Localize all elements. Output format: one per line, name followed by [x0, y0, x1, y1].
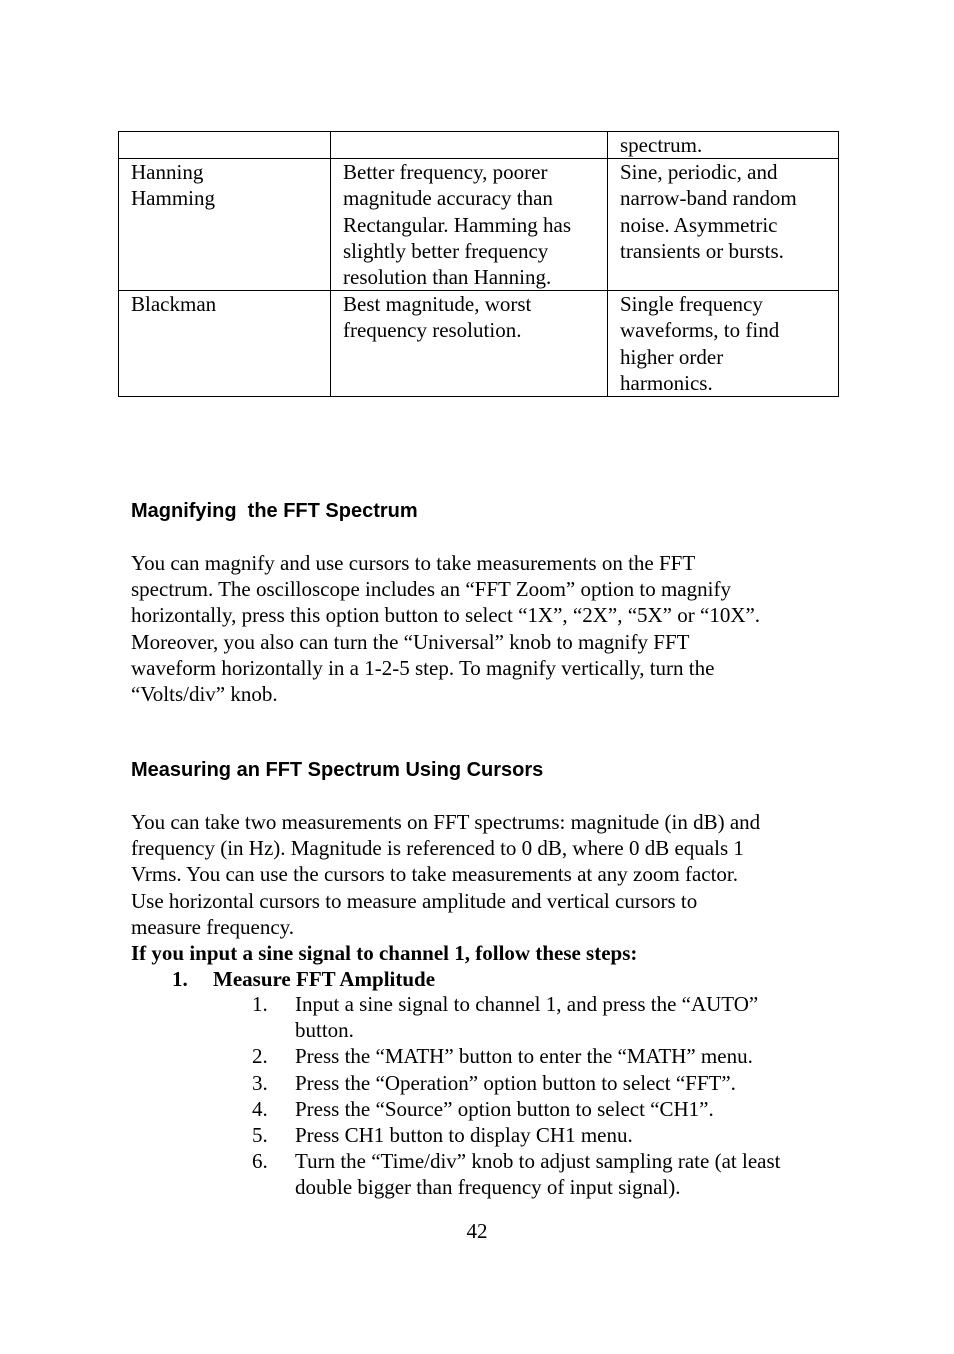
list-item: [252, 1070, 842, 1096]
characteristics-cell: [331, 159, 608, 291]
cell-line: Hanning: [131, 160, 204, 185]
characteristics-cell: [331, 291, 608, 397]
step-line: Turn the “Time/div” knob to adjust sampling rate (at least: [295, 1149, 781, 1174]
step-line: double bigger than frequency of input signal).: [295, 1175, 681, 1200]
window-name-cell: [119, 291, 331, 397]
cell-line: transients or bursts.: [620, 238, 784, 263]
amplitude-steps-list: [252, 991, 842, 1201]
numbered-item-title: [172, 966, 435, 992]
cell-line: Sine, periodic, and: [620, 160, 778, 185]
list-item: [252, 1043, 842, 1069]
cell-line: Best magnitude, worst: [343, 292, 532, 317]
best-for-cell: [608, 159, 839, 291]
paragraph-line: Vrms. You can use the cursors to take measurements at any zoom factor.: [131, 862, 739, 887]
paragraph-line: Moreover, you also can turn the “Universal” knob to magnify FFT: [131, 629, 690, 654]
magnify-section-heading: Magnifying the FFT Spectrum: [131, 500, 418, 522]
list-item: [252, 1122, 842, 1148]
cell-line: Rectangular. Hamming has: [343, 212, 572, 237]
cell-line: magnitude accuracy than: [343, 186, 553, 211]
paragraph-line: “Volts/div” knob.: [131, 682, 278, 707]
cell-line: spectrum.: [620, 133, 703, 157]
cell-line: Blackman: [131, 292, 217, 317]
step-number: 1.: [252, 992, 268, 1016]
step-line: Press CH1 button to display CH1 menu.: [295, 1123, 633, 1148]
step-line: Press the “MATH” button to enter the “MATH” menu.: [295, 1044, 753, 1069]
paragraph-line: spectrum. The oscilloscope includes an “FFT Zoom” option to magnify: [131, 577, 731, 602]
table-cell: [608, 132, 839, 159]
cell-line: resolution than Hanning.: [343, 265, 552, 290]
paragraph-line: You can take two measurements on FFT spectrums: magnitude (in dB) and: [131, 810, 761, 834]
paragraph-line: Use horizontal cursors to measure amplitude and vertical cursors to: [131, 888, 698, 913]
paragraph-line: waveform horizontally in a 1-2-5 step. To magnify vertically, turn the: [131, 655, 715, 680]
step-line: button.: [295, 1018, 354, 1043]
item-title: Measure FFT Amplitude: [213, 967, 436, 991]
paragraph-line: measure frequency.: [131, 914, 295, 939]
list-item: [252, 1148, 842, 1200]
paragraph-line: frequency (in Hz). Magnitude is referenced to 0 dB, where 0 dB equals 1: [131, 836, 744, 861]
paragraph-line: You can magnify and use cursors to take measurements on the FFT: [131, 551, 696, 575]
cell-line: Better frequency, poorer: [343, 160, 548, 185]
table-cell: [331, 132, 608, 159]
window-name-cell: [119, 159, 331, 291]
step-line: Input a sine signal to channel 1, and press the “AUTO”: [295, 992, 759, 1016]
step-number: 5.: [252, 1123, 268, 1148]
cell-line: waveforms, to find: [620, 318, 780, 343]
cursors-section-heading: Measuring an FFT Spectrum Using Cursors: [131, 759, 544, 781]
step-line: Press the “Operation” option button to select “FFT”.: [295, 1070, 736, 1095]
cell-line: slightly better frequency: [343, 238, 549, 263]
step-number: 6.: [252, 1149, 268, 1174]
cursors-paragraph: [131, 809, 851, 966]
table-cell: [119, 132, 331, 159]
page-number: 42: [466, 1219, 488, 1243]
cell-line: higher order: [620, 344, 724, 369]
best-for-cell: [608, 291, 839, 397]
window-comparison-table: [118, 131, 839, 397]
step-number: 2.: [252, 1044, 268, 1069]
cell-line: narrow-band random: [620, 186, 797, 211]
paragraph-line: horizontally, press this option button to select “1X”, “2X”, “5X” or “10X”.: [131, 603, 761, 628]
table-row: [119, 132, 839, 159]
list-item: [252, 991, 842, 1043]
step-line: Press the “Source” option button to select “CH1”.: [295, 1096, 714, 1121]
table-row: [119, 291, 839, 397]
cell-line: Hamming: [131, 186, 215, 211]
list-item: [252, 1096, 842, 1122]
cell-line: frequency resolution.: [343, 318, 522, 343]
step-number: 3.: [252, 1070, 268, 1095]
steps-intro: If you input a sine signal to channel 1, follow these steps:: [131, 941, 638, 966]
step-number: 4.: [252, 1096, 268, 1121]
cell-line: Single frequency: [620, 292, 763, 317]
cell-line: noise. Asymmetric: [620, 212, 778, 237]
table-row: [119, 159, 839, 291]
cell-line: harmonics.: [620, 370, 713, 395]
magnify-paragraph: [131, 550, 851, 707]
item-number: 1.: [172, 967, 188, 991]
